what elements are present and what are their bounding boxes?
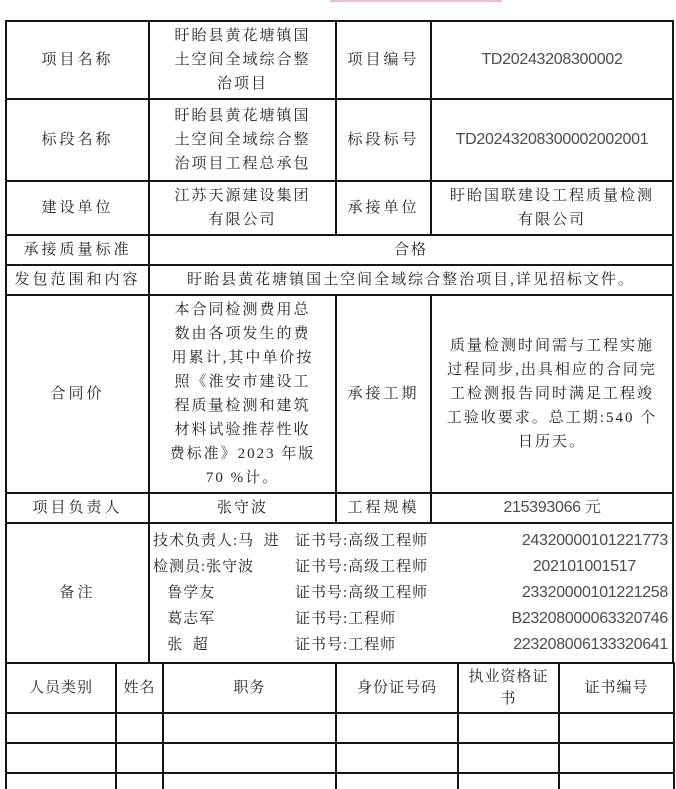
scope-value: 盱眙县黄花塘镇国土空间全域综合整治项目,详见招标文件。	[149, 265, 673, 295]
remark-line-1	[153, 528, 670, 554]
personnel-table	[5, 662, 675, 789]
section-number-value: TD20243208300002002001	[431, 99, 673, 181]
empty-cell	[116, 743, 163, 773]
person-role-name: 技术负责人:马 进	[153, 533, 280, 549]
empty-cell	[116, 713, 163, 743]
undertaking-unit-value: 盱眙国联建设工程质量检测有限公司	[431, 181, 673, 235]
certificate-number: 223208006133320641	[513, 636, 668, 653]
construction-unit-label: 建设单位	[6, 181, 149, 235]
certificate-title: 证书号:工程师	[295, 637, 397, 653]
project-name-label: 项目名称	[6, 21, 149, 99]
row-quality-standard	[6, 235, 673, 265]
quality-standard-label: 承接质量标准	[6, 235, 149, 265]
person-role-name: 葛志军	[153, 611, 216, 627]
personnel-category-header: 人员类别	[6, 663, 116, 713]
certificate-number: 24320000101221773	[521, 532, 668, 549]
undertaking-period-value: 质量检测时间需与工程实施过程同步,出具相应的合同完工检测报告同时满足工程竣工验收要求。总工期:540 个日历天。	[431, 295, 673, 493]
certificate-title: 证书号:高级工程师	[295, 559, 429, 575]
scope-label: 发包范围和内容	[6, 265, 149, 295]
empty-cell	[163, 713, 336, 743]
remark-line-3	[153, 580, 670, 606]
section-number-label: 标段标号	[336, 99, 431, 181]
quality-standard-value: 合格	[149, 235, 673, 265]
section-name-label: 标段名称	[6, 99, 149, 181]
undertaking-period-label: 承接工期	[336, 295, 431, 493]
empty-cell	[559, 773, 674, 789]
scan-artifact-line	[330, 0, 502, 2]
remark-label: 备注	[6, 523, 149, 663]
certificate-title: 证书号:高级工程师	[295, 533, 429, 549]
empty-cell	[163, 743, 336, 773]
project-manager-value: 张守波	[149, 493, 336, 523]
row-contract-price	[6, 295, 673, 493]
certificate-no-header: 证书编号	[559, 663, 674, 713]
undertaking-unit-label: 承接单位	[336, 181, 431, 235]
empty-cell	[458, 773, 559, 789]
position-header: 职务	[163, 663, 336, 713]
empty-cell	[163, 773, 336, 789]
row-section-name	[6, 99, 673, 181]
certificate-number: 202101001517	[532, 558, 636, 575]
row-remark	[6, 523, 673, 663]
project-number-value: TD20243208300002	[431, 21, 673, 99]
row-construction-unit	[6, 181, 673, 235]
project-number-label: 项目编号	[336, 21, 431, 99]
id-number-header: 身份证号码	[336, 663, 458, 713]
project-scale-label: 工程规模	[336, 493, 431, 523]
empty-cell	[336, 773, 458, 789]
certificate-title: 证书号:高级工程师	[295, 585, 429, 601]
project-scale-value: 215393066 元	[431, 493, 673, 523]
name-header: 姓名	[116, 663, 163, 713]
row-project-manager	[6, 493, 673, 523]
remark-line-2	[153, 554, 670, 580]
person-role-name: 鲁学友	[153, 585, 216, 601]
contract-price-value: 本合同检测费用总数由各项发生的费用累计,其中单价按照《淮安市建设工程质量检测和建筑材料试验推荐性收费标准》2023 年版 70 %计。	[149, 295, 336, 493]
empty-cell	[116, 773, 163, 789]
remark-line-4	[153, 606, 670, 632]
empty-cell	[336, 743, 458, 773]
personnel-empty-row	[6, 713, 674, 743]
certificate-number: 23320000101221258	[521, 584, 668, 601]
empty-cell	[6, 773, 116, 789]
empty-cell	[336, 713, 458, 743]
personnel-header-row	[6, 663, 674, 713]
contract-price-label: 合同价	[6, 295, 149, 493]
construction-unit-value: 江苏天源建设集团有限公司	[149, 181, 336, 235]
personnel-empty-row	[6, 743, 674, 773]
personnel-empty-row	[6, 773, 674, 789]
row-project-name	[6, 21, 673, 99]
empty-cell	[6, 743, 116, 773]
person-role-name: 张 超	[153, 637, 209, 653]
row-scope	[6, 265, 673, 295]
project-name-value: 盱眙县黄花塘镇国土空间全域综合整治项目	[149, 21, 336, 99]
qualification-certificate-header: 执业资格证书	[458, 663, 559, 713]
certificate-number: B23208000063320746	[511, 610, 668, 627]
remark-line-5	[153, 632, 670, 658]
project-info-table	[5, 20, 674, 664]
project-manager-label: 项目负责人	[6, 493, 149, 523]
empty-cell	[6, 713, 116, 743]
empty-cell	[458, 743, 559, 773]
empty-cell	[559, 743, 674, 773]
certificate-title: 证书号:工程师	[295, 611, 397, 627]
section-name-value: 盱眙县黄花塘镇国土空间全域综合整治项目工程总承包	[149, 99, 336, 181]
person-role-name: 检测员:张守波	[153, 559, 255, 575]
remark-content	[149, 523, 673, 663]
empty-cell	[559, 713, 674, 743]
empty-cell	[458, 713, 559, 743]
